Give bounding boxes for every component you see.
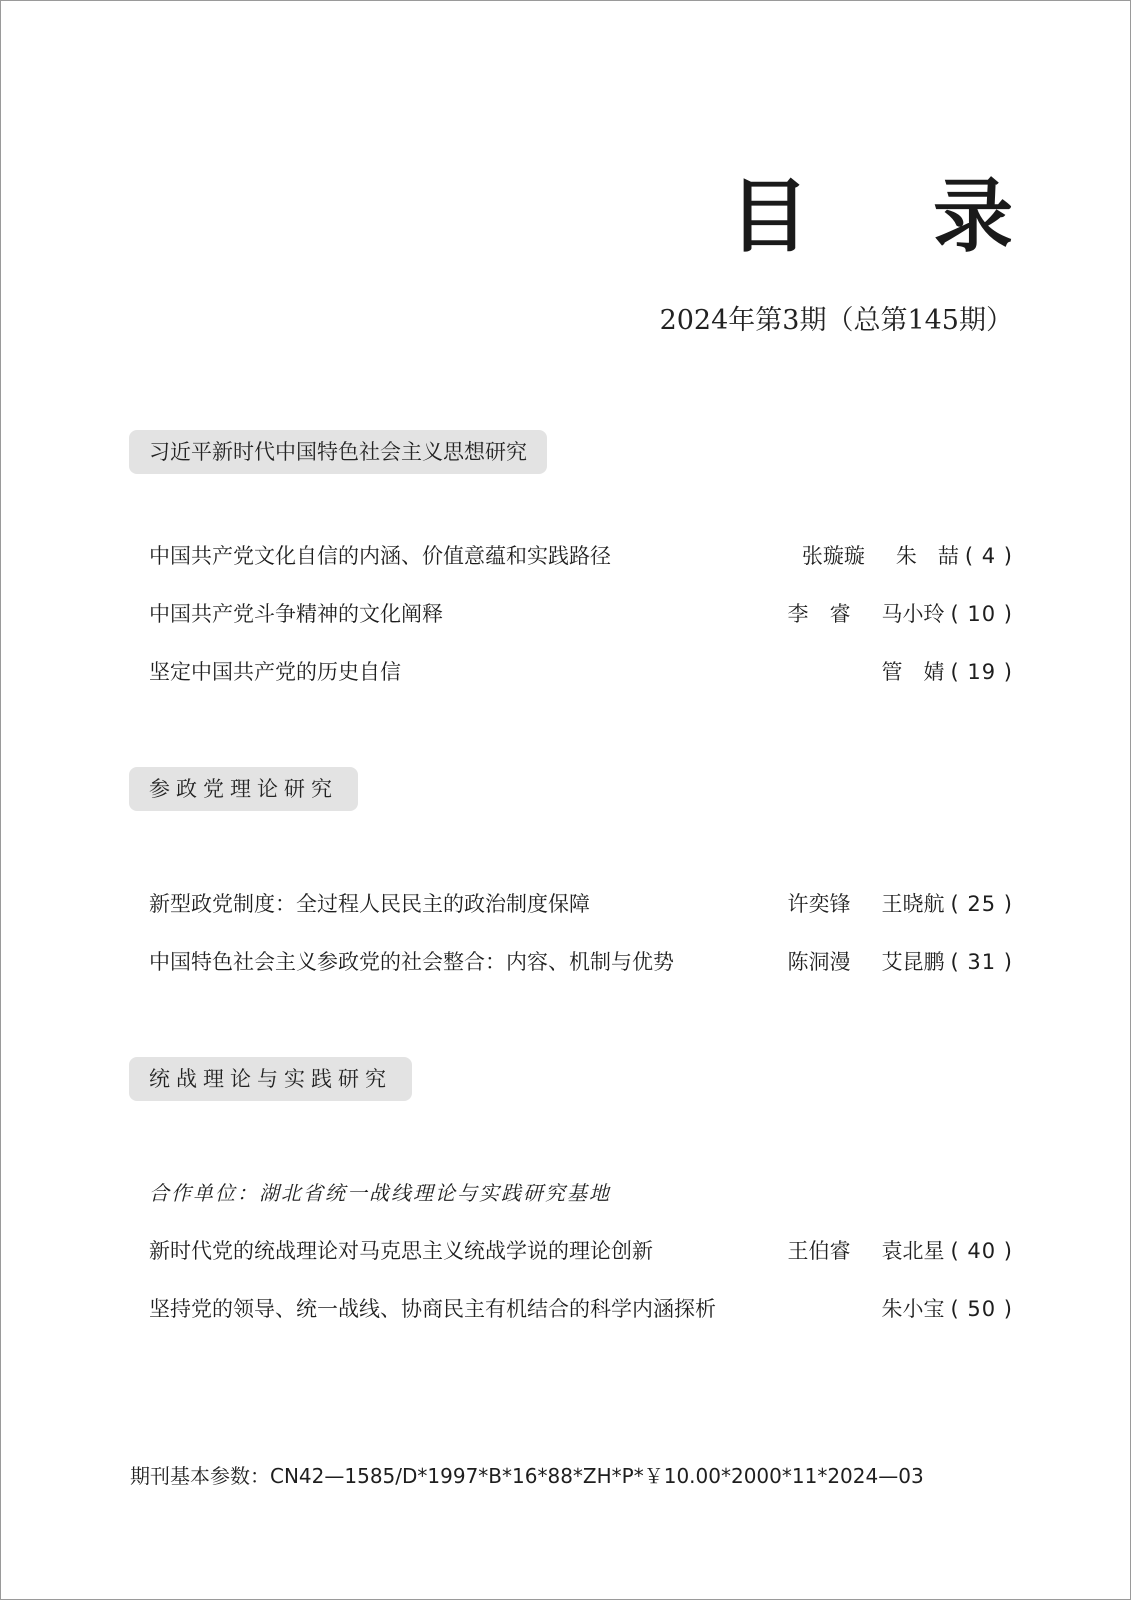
article-author: 管 婧 [881, 660, 945, 684]
toc-entry[interactable] [149, 598, 1013, 630]
article-page: ( 10 ) [950, 602, 1013, 626]
toc-entry[interactable] [149, 888, 1013, 920]
article-title: 新型政党制度：全过程人民民主的政治制度保障 [149, 892, 590, 916]
section-label-xi-thought: 习近平新时代中国特色社会主义思想研究 [129, 430, 547, 474]
article-author: 马小玲 [881, 602, 945, 626]
article-title: 中国共产党文化自信的内涵、价值意蕴和实践路径 [149, 544, 611, 568]
article-page: ( 50 ) [950, 1297, 1013, 1321]
article-title: 坚持党的领导、统一战线、协商民主有机结合的科学内涵探析 [149, 1297, 716, 1321]
article-author: 王伯睿 [787, 1239, 851, 1263]
article-page: ( 19 ) [950, 660, 1013, 684]
article-author: 陈洞漫 [787, 950, 851, 974]
article-page: ( 4 ) [964, 544, 1013, 568]
toc-entry[interactable] [149, 946, 1013, 978]
article-author: 张璇璇 [801, 544, 865, 568]
toc-entry[interactable] [149, 1235, 1013, 1267]
toc-entry[interactable] [149, 1293, 1013, 1325]
article-page: ( 25 ) [950, 892, 1013, 916]
article-title: 中国共产党斗争精神的文化阐释 [149, 602, 443, 626]
journal-parameters: 期刊基本参数：CN42—1585/D*1997*B*16*88*ZH*P*￥10.00*2000*11*2024—03 [130, 1464, 924, 1488]
toc-entry[interactable] [149, 656, 1013, 688]
article-author: 袁北星 [881, 1239, 945, 1263]
section-label-party-theory: 参政党理论研究 [129, 767, 358, 811]
article-page: ( 40 ) [950, 1239, 1013, 1263]
toc-entry[interactable] [149, 540, 1013, 572]
article-author: 李 睿 [787, 602, 851, 626]
article-title: 坚定中国共产党的历史自信 [149, 660, 401, 684]
article-author: 许奕锋 [787, 892, 851, 916]
article-author: 朱 喆 [895, 544, 959, 568]
article-author: 王晓航 [881, 892, 945, 916]
issue-number: 2024年第3期（总第145期） [659, 305, 1013, 336]
section-label-united-front: 统战理论与实践研究 [129, 1057, 412, 1101]
article-author: 朱小宝 [881, 1297, 945, 1321]
article-author: 艾昆鹏 [881, 950, 945, 974]
article-page: ( 31 ) [950, 950, 1013, 974]
article-title: 新时代党的统战理论对马克思主义统战学说的理论创新 [149, 1239, 653, 1263]
cooperation-unit: 合作单位：湖北省统一战线理论与实践研究基地 [149, 1181, 611, 1205]
page-title: 目 录 [729, 169, 1061, 263]
article-title: 中国特色社会主义参政党的社会整合：内容、机制与优势 [149, 950, 674, 974]
